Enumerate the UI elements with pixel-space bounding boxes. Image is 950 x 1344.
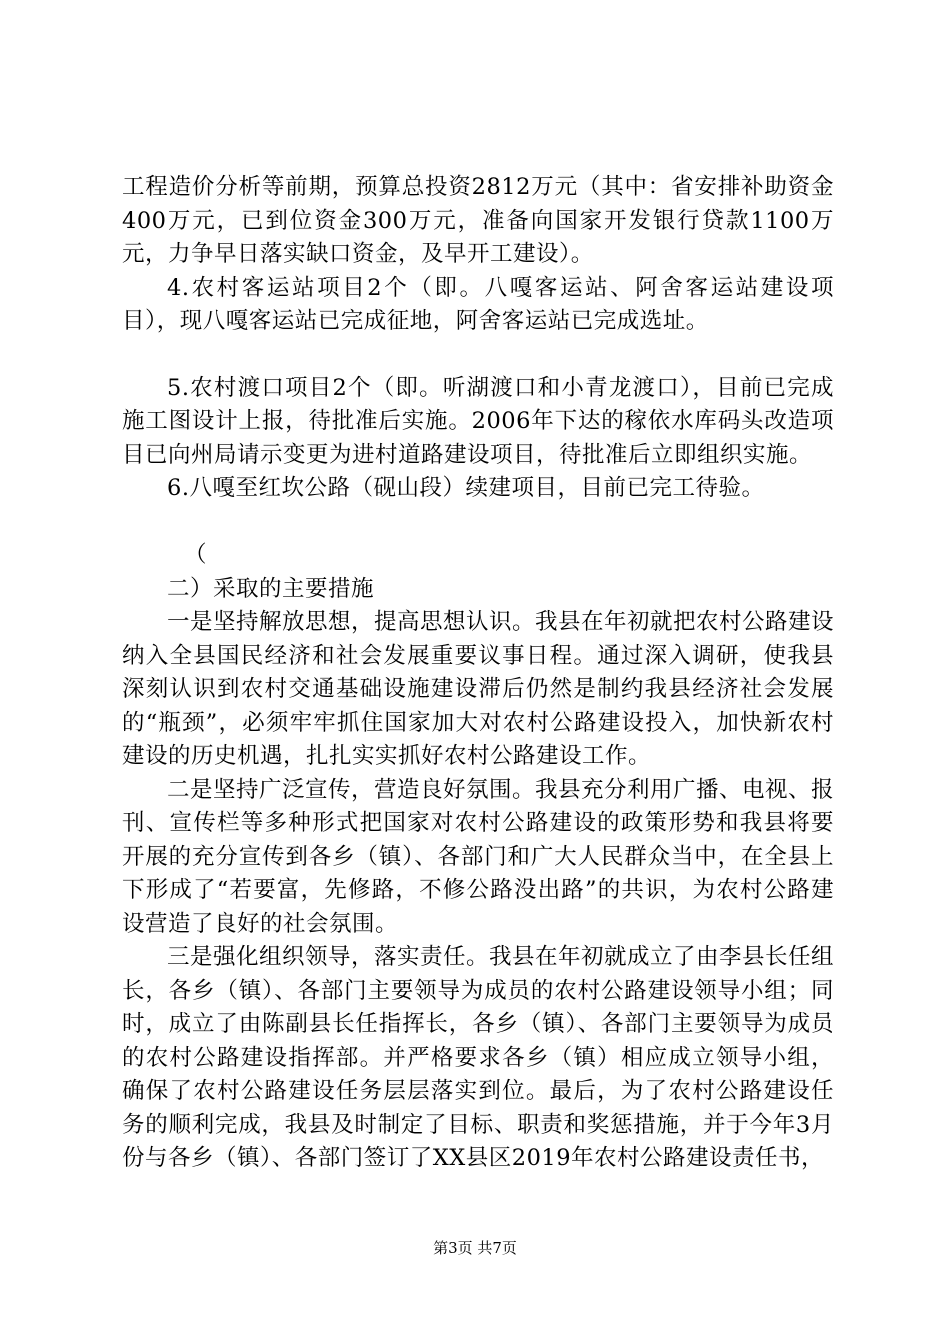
page-footer [0,1238,950,1258]
paragraph-budget: 工程造价分析等前期，预算总投资2812万元（其中：省安排补助资金400万元，已到位资金300万元，准备向国家开发银行贷款1100万元，力争早日落实缺口资金，及早开工建设）。 [122,174,834,267]
paragraph-measure-1: 一是坚持解放思想，提高思想认识。我县在年初就把农村公路建设纳入全县国民经济和社会发展重要议事日程。通过深入调研，使我县深刻认识到农村交通基础设施建设滞后仍然是制约我县经济社会发展的“瓶颈”，必须牢牢抓住国家加大对农村公路建设投入，加快新农村建设的历史机遇，扎扎实实抓好农村公路建设工作。 [122,609,835,769]
section-open-paren: （ [184,541,208,568]
paragraph-item-4: 4.农村客运站项目2个（即。八嘎客运站、阿舍客运站建设项目），现八嘎客运站已完成征地，阿舍客运站已完成选址。 [122,274,834,334]
paragraph-measure-2: 二是坚持广泛宣传，营造良好氛围。我县充分利用广播、电视、报刊、宣传栏等多种形式把国家对农村公路建设的政策形势和我县将要开展的充分宣传到各乡（镇）、各部门和广大人民群众当中，在全县上下形成了“若要富，先修路，不修公路没出路”的共识，为农村公路建设营造了良好的社会氛围。 [122,776,835,937]
page-number: 第3页 共7页 [433,1239,517,1257]
blank-line [122,506,834,539]
section-heading: 二）采取的主要措施 [167,575,375,602]
paragraph-item-6: 6.八嘎至红坎公路（砚山段）续建项目，目前已完工待验。 [167,475,765,501]
paragraph-measure-3: 三是强化组织领导，落实责任。我县在年初就成立了由李县长任组长，各乡（镇）、各部门主要领导为成员的农村公路建设领导小组；同时，成立了由陈副县长任指挥长，各乡（镇）、各部门主要领导为成员的农村公路建设指挥部。并严格要求各乡（镇）相应成立领导小组，确保了农村公路建设任务层层落实到位。最后，为了农村公路建设任务的顺利完成，我县及时制定了目标、职责和奖惩措施，并于今年3月份与各乡（镇）、各部门签订了XX县区2019年农村公路建设责任书， [122,944,835,1171]
blank-line [122,339,834,372]
document-body [122,171,834,1176]
paragraph-item-5: 5.农村渡口项目2个（即。听湖渡口和小青龙渡口），目前已完成施工图设计上报，待批准后实施。2006年下达的稼依水库码头改造项目已向州局请示变更为进村道路建设项目，待批准后立即组织实施。 [122,374,834,468]
